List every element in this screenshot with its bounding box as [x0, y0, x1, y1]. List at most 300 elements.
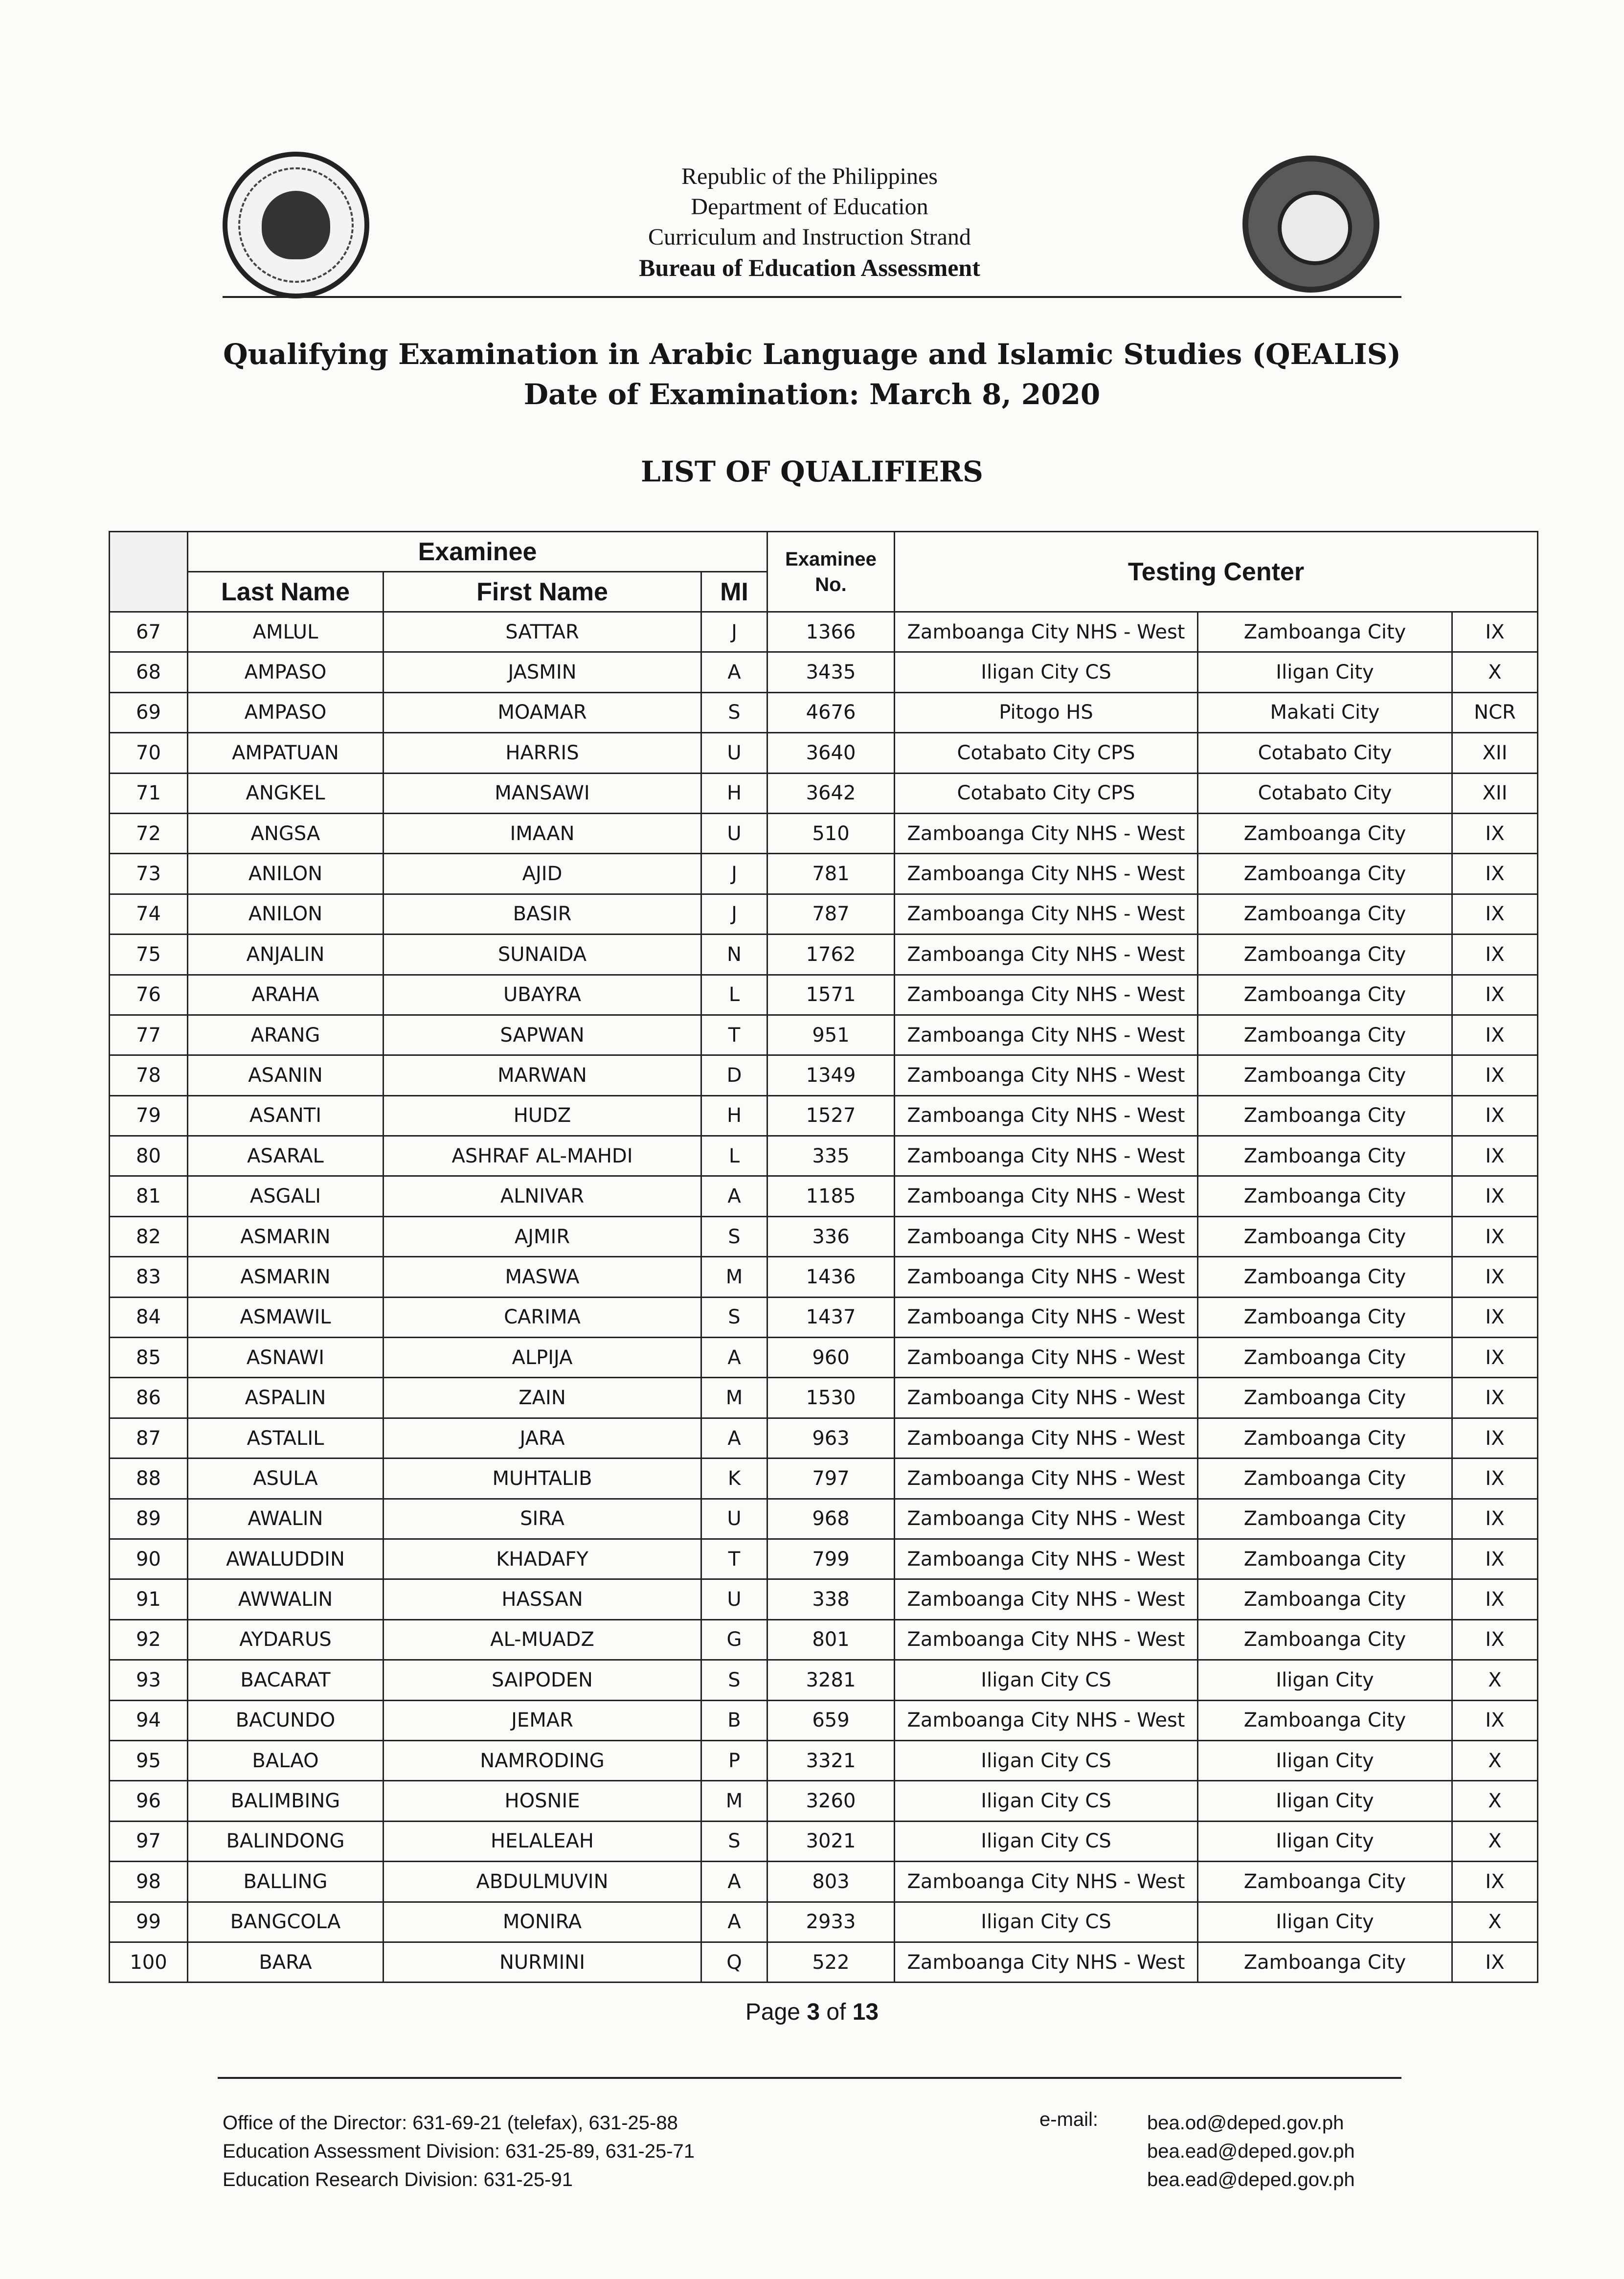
last-name-cell: ANILON: [188, 894, 383, 934]
region-cell: IX: [1452, 1136, 1538, 1176]
examinee-number-cell: 799: [767, 1539, 895, 1579]
table-row: [110, 773, 1538, 813]
examinee-number-cell: 510: [767, 813, 895, 853]
last-name-cell: BALLING: [188, 1862, 383, 1902]
examinee-number-cell: 781: [767, 854, 895, 894]
table-row: [110, 1216, 1538, 1256]
table-row: [110, 1660, 1538, 1700]
row-number-cell: 94: [110, 1700, 188, 1740]
testing-center-cell: Zamboanga City NHS - West: [895, 1579, 1198, 1619]
examinee-number-cell: 1185: [767, 1176, 895, 1216]
testing-center-cell: Iligan City CS: [895, 652, 1198, 692]
qualifiers-rows: [110, 612, 1538, 1983]
exam-date: Date of Examination: March 8, 2020: [523, 378, 1101, 411]
header-examinee-no: Examinee No.: [767, 532, 895, 612]
region-cell: IX: [1452, 1297, 1538, 1337]
header-testing-center: Testing Center: [895, 532, 1538, 612]
first-name-cell: HOSNIE: [383, 1781, 701, 1821]
last-name-cell: AWALUDDIN: [188, 1539, 383, 1579]
row-number-cell: 91: [110, 1579, 188, 1619]
region-cell: X: [1452, 1660, 1538, 1700]
middle-initial-cell: J: [701, 854, 767, 894]
row-number-cell: 82: [110, 1216, 188, 1256]
examinee-number-cell: 3642: [767, 773, 895, 813]
middle-initial-cell: P: [701, 1740, 767, 1780]
row-number-cell: 78: [110, 1055, 188, 1095]
header-first-name: First Name: [383, 572, 701, 612]
row-number-cell: 83: [110, 1257, 188, 1297]
seal-emblem: [262, 191, 330, 259]
examinee-number-cell: 4676: [767, 692, 895, 732]
last-name-cell: BACUNDO: [188, 1700, 383, 1740]
region-cell: IX: [1452, 1499, 1538, 1539]
examinee-number-cell: 1571: [767, 975, 895, 1015]
middle-initial-cell: K: [701, 1459, 767, 1499]
table-row: [110, 1821, 1538, 1861]
middle-initial-cell: L: [701, 1136, 767, 1176]
first-name-cell: MANSAWI: [383, 773, 701, 813]
testing-center-cell: Cotabato City CPS: [895, 773, 1198, 813]
table-row: [110, 692, 1538, 732]
row-number-cell: 72: [110, 813, 188, 853]
bea-seal-logo: [1242, 156, 1379, 293]
row-number-cell: 86: [110, 1378, 188, 1418]
city-cell: Zamboanga City: [1198, 1579, 1452, 1619]
last-name-cell: BALAO: [188, 1740, 383, 1780]
testing-center-cell: Zamboanga City NHS - West: [895, 934, 1198, 975]
middle-initial-cell: U: [701, 813, 767, 853]
header-examinee: Examinee: [188, 532, 767, 572]
region-cell: IX: [1452, 1700, 1538, 1740]
first-name-cell: HELALEAH: [383, 1821, 701, 1861]
examinee-number-cell: 3321: [767, 1740, 895, 1780]
table-row: [110, 612, 1538, 652]
city-cell: Zamboanga City: [1198, 1418, 1452, 1458]
first-name-cell: MARWAN: [383, 1055, 701, 1095]
table-row: [110, 1378, 1538, 1418]
examinee-number-cell: 801: [767, 1619, 895, 1660]
last-name-cell: BARA: [188, 1942, 383, 1982]
first-name-cell: HARRIS: [383, 733, 701, 773]
city-cell: Cotabato City: [1198, 773, 1452, 813]
first-name-cell: CARIMA: [383, 1297, 701, 1337]
region-cell: X: [1452, 1781, 1538, 1821]
examinee-number-cell: 1436: [767, 1257, 895, 1297]
middle-initial-cell: U: [701, 733, 767, 773]
last-name-cell: AMPATUAN: [188, 733, 383, 773]
last-name-cell: BALIMBING: [188, 1781, 383, 1821]
first-name-cell: ABDULMUVIN: [383, 1862, 701, 1902]
region-cell: IX: [1452, 894, 1538, 934]
middle-initial-cell: A: [701, 1176, 767, 1216]
city-cell: Iligan City: [1198, 1821, 1452, 1861]
table-row: [110, 1619, 1538, 1660]
region-cell: X: [1452, 1821, 1538, 1861]
testing-center-cell: Zamboanga City NHS - West: [895, 1459, 1198, 1499]
examinee-number-cell: 1762: [767, 934, 895, 975]
first-name-cell: MUHTALIB: [383, 1459, 701, 1499]
contact-assessment: Education Assessment Division: 631-25-89, 631-25-71: [223, 2141, 695, 2162]
city-cell: Zamboanga City: [1198, 1459, 1452, 1499]
last-name-cell: ASNAWI: [188, 1338, 383, 1378]
deped-seal-logo: [223, 152, 369, 298]
last-name-cell: ANILON: [188, 854, 383, 894]
middle-initial-cell: U: [701, 1579, 767, 1619]
examinee-number-cell: 3260: [767, 1781, 895, 1821]
page-number: Page 3 of 13: [745, 1999, 879, 2025]
table-row: [110, 934, 1538, 975]
testing-center-cell: Pitogo HS: [895, 692, 1198, 732]
examinee-number-cell: 963: [767, 1418, 895, 1458]
middle-initial-cell: S: [701, 1216, 767, 1256]
city-cell: Zamboanga City: [1198, 1378, 1452, 1418]
examinee-number-cell: 960: [767, 1338, 895, 1378]
city-cell: Zamboanga City: [1198, 1942, 1452, 1982]
city-cell: Zamboanga City: [1198, 854, 1452, 894]
city-cell: Zamboanga City: [1198, 1257, 1452, 1297]
examinee-number-cell: 2933: [767, 1902, 895, 1942]
city-cell: Zamboanga City: [1198, 1095, 1452, 1136]
region-cell: IX: [1452, 854, 1538, 894]
row-number-cell: 70: [110, 733, 188, 773]
testing-center-cell: Zamboanga City NHS - West: [895, 894, 1198, 934]
first-name-cell: NURMINI: [383, 1942, 701, 1982]
table-row: [110, 1781, 1538, 1821]
last-name-cell: BANGCOLA: [188, 1902, 383, 1942]
row-number-cell: 69: [110, 692, 188, 732]
middle-initial-cell: N: [701, 934, 767, 975]
testing-center-cell: Zamboanga City NHS - West: [895, 1095, 1198, 1136]
examinee-number-cell: 3021: [767, 1821, 895, 1861]
region-cell: IX: [1452, 1619, 1538, 1660]
table-row: [110, 1136, 1538, 1176]
examinee-number-cell: 336: [767, 1216, 895, 1256]
testing-center-cell: Zamboanga City NHS - West: [895, 1136, 1198, 1176]
first-name-cell: KHADAFY: [383, 1539, 701, 1579]
city-cell: Zamboanga City: [1198, 1297, 1452, 1337]
footer-rule: [218, 2077, 1401, 2079]
examinee-number-cell: 1527: [767, 1095, 895, 1136]
middle-initial-cell: M: [701, 1781, 767, 1821]
first-name-cell: SIRA: [383, 1499, 701, 1539]
testing-center-cell: Zamboanga City NHS - West: [895, 1862, 1198, 1902]
testing-center-cell: Cotabato City CPS: [895, 733, 1198, 773]
exam-title: Qualifying Examination in Arabic Language and Islamic Studies (QEALIS): [223, 338, 1401, 371]
examinee-number-cell: 338: [767, 1579, 895, 1619]
examinee-number-cell: 951: [767, 1015, 895, 1055]
middle-initial-cell: M: [701, 1257, 767, 1297]
region-cell: XII: [1452, 733, 1538, 773]
examinee-number-cell: 787: [767, 894, 895, 934]
examinee-number-cell: 522: [767, 1942, 895, 1982]
table-row: [110, 1700, 1538, 1740]
region-cell: X: [1452, 1740, 1538, 1780]
testing-center-cell: Zamboanga City NHS - West: [895, 1378, 1198, 1418]
city-cell: Makati City: [1198, 692, 1452, 732]
first-name-cell: AJMIR: [383, 1216, 701, 1256]
row-number-cell: 89: [110, 1499, 188, 1539]
middle-initial-cell: U: [701, 1499, 767, 1539]
table-row: [110, 1095, 1538, 1136]
agency-line-4: Bureau of Education Assessment: [639, 254, 980, 281]
city-cell: Zamboanga City: [1198, 1216, 1452, 1256]
city-cell: Zamboanga City: [1198, 1338, 1452, 1378]
examinee-number-cell: 968: [767, 1499, 895, 1539]
region-cell: IX: [1452, 813, 1538, 853]
city-cell: Cotabato City: [1198, 733, 1452, 773]
examinee-number-cell: 1349: [767, 1055, 895, 1095]
city-cell: Zamboanga City: [1198, 612, 1452, 652]
testing-center-cell: Iligan City CS: [895, 1660, 1198, 1700]
testing-center-cell: Zamboanga City NHS - West: [895, 612, 1198, 652]
testing-center-cell: Iligan City CS: [895, 1781, 1198, 1821]
region-cell: IX: [1452, 975, 1538, 1015]
header-last-name: Last Name: [188, 572, 383, 612]
middle-initial-cell: Q: [701, 1942, 767, 1982]
last-name-cell: ASGALI: [188, 1176, 383, 1216]
middle-initial-cell: H: [701, 1095, 767, 1136]
row-number-cell: 90: [110, 1539, 188, 1579]
table-row: [110, 894, 1538, 934]
examinee-number-cell: 659: [767, 1700, 895, 1740]
last-name-cell: AMLUL: [188, 612, 383, 652]
last-name-cell: ARANG: [188, 1015, 383, 1055]
first-name-cell: MONIRA: [383, 1902, 701, 1942]
row-number-cell: 71: [110, 773, 188, 813]
last-name-cell: ASTALIL: [188, 1418, 383, 1458]
first-name-cell: SATTAR: [383, 612, 701, 652]
region-cell: X: [1452, 1902, 1538, 1942]
last-name-cell: ASANTI: [188, 1095, 383, 1136]
first-name-cell: SAIPODEN: [383, 1660, 701, 1700]
examinee-number-cell: 335: [767, 1136, 895, 1176]
row-number-cell: 85: [110, 1338, 188, 1378]
city-cell: Iligan City: [1198, 1781, 1452, 1821]
email-link[interactable]: bea.ead@deped.gov.ph: [1147, 2169, 1355, 2190]
city-cell: Zamboanga City: [1198, 1055, 1452, 1095]
examinee-number-cell: 1530: [767, 1378, 895, 1418]
region-cell: IX: [1452, 1862, 1538, 1902]
last-name-cell: AMPASO: [188, 692, 383, 732]
table-row: [110, 1338, 1538, 1378]
table-row: [110, 854, 1538, 894]
first-name-cell: HASSAN: [383, 1579, 701, 1619]
row-number-cell: 79: [110, 1095, 188, 1136]
row-number-cell: 77: [110, 1015, 188, 1055]
agency-line-1: Republic of the Philippines: [681, 163, 938, 189]
table-row: [110, 733, 1538, 773]
row-number-cell: 84: [110, 1297, 188, 1337]
middle-initial-cell: L: [701, 975, 767, 1015]
table-row: [110, 813, 1538, 853]
row-number-cell: 68: [110, 652, 188, 692]
table-row: [110, 1257, 1538, 1297]
last-name-cell: ASMAWIL: [188, 1297, 383, 1337]
email-link[interactable]: bea.ead@deped.gov.ph: [1147, 2141, 1355, 2162]
testing-center-cell: Zamboanga City NHS - West: [895, 975, 1198, 1015]
last-name-cell: BACARAT: [188, 1660, 383, 1700]
table-row: [110, 652, 1538, 692]
table-row: [110, 1539, 1538, 1579]
examinee-number-cell: 3281: [767, 1660, 895, 1700]
first-name-cell: JARA: [383, 1418, 701, 1458]
city-cell: Zamboanga City: [1198, 1499, 1452, 1539]
city-cell: Zamboanga City: [1198, 813, 1452, 853]
region-cell: IX: [1452, 1055, 1538, 1095]
middle-initial-cell: A: [701, 1418, 767, 1458]
first-name-cell: IMAAN: [383, 813, 701, 853]
first-name-cell: HUDZ: [383, 1095, 701, 1136]
city-cell: Zamboanga City: [1198, 1539, 1452, 1579]
last-name-cell: ASARAL: [188, 1136, 383, 1176]
middle-initial-cell: H: [701, 773, 767, 813]
city-cell: Zamboanga City: [1198, 1700, 1452, 1740]
city-cell: Zamboanga City: [1198, 1015, 1452, 1055]
email-list: [1147, 2109, 1355, 2194]
last-name-cell: ARAHA: [188, 975, 383, 1015]
middle-initial-cell: T: [701, 1015, 767, 1055]
first-name-cell: ALPIJA: [383, 1338, 701, 1378]
row-number-cell: 73: [110, 854, 188, 894]
testing-center-cell: Zamboanga City NHS - West: [895, 1619, 1198, 1660]
row-number-cell: 98: [110, 1862, 188, 1902]
region-cell: IX: [1452, 1459, 1538, 1499]
testing-center-cell: Zamboanga City NHS - West: [895, 1539, 1198, 1579]
last-name-cell: AMPASO: [188, 652, 383, 692]
first-name-cell: ALNIVAR: [383, 1176, 701, 1216]
contact-research: Education Research Division: 631-25-91: [223, 2169, 573, 2190]
region-cell: IX: [1452, 1539, 1538, 1579]
testing-center-cell: Zamboanga City NHS - West: [895, 1297, 1198, 1337]
row-number-cell: 92: [110, 1619, 188, 1660]
table-row: [110, 1942, 1538, 1982]
row-number-cell: 95: [110, 1740, 188, 1780]
region-cell: IX: [1452, 1942, 1538, 1982]
row-number-cell: 74: [110, 894, 188, 934]
city-cell: Iligan City: [1198, 1902, 1452, 1942]
city-cell: Zamboanga City: [1198, 975, 1452, 1015]
testing-center-cell: Zamboanga City NHS - West: [895, 1176, 1198, 1216]
qualifiers-table: [109, 531, 1538, 1983]
first-name-cell: SAPWAN: [383, 1015, 701, 1055]
testing-center-cell: Iligan City CS: [895, 1821, 1198, 1861]
testing-center-cell: Zamboanga City NHS - West: [895, 1015, 1198, 1055]
testing-center-cell: Zamboanga City NHS - West: [895, 813, 1198, 853]
city-cell: Iligan City: [1198, 1660, 1452, 1700]
first-name-cell: ASHRAF AL-MAHDI: [383, 1136, 701, 1176]
examinee-number-cell: 797: [767, 1459, 895, 1499]
examinee-number-cell: 3640: [767, 733, 895, 773]
region-cell: IX: [1452, 1378, 1538, 1418]
last-name-cell: ASMARIN: [188, 1257, 383, 1297]
testing-center-cell: Zamboanga City NHS - West: [895, 1700, 1198, 1740]
region-cell: X: [1452, 652, 1538, 692]
last-name-cell: BALINDONG: [188, 1821, 383, 1861]
table-row: [110, 1862, 1538, 1902]
first-name-cell: UBAYRA: [383, 975, 701, 1015]
row-number-cell: 96: [110, 1781, 188, 1821]
middle-initial-cell: A: [701, 1902, 767, 1942]
first-name-cell: JASMIN: [383, 652, 701, 692]
middle-initial-cell: B: [701, 1700, 767, 1740]
contact-director: Office of the Director: 631-69-21 (telefax), 631-25-88: [223, 2112, 678, 2134]
examinee-number-cell: 3435: [767, 652, 895, 692]
first-name-cell: SUNAIDA: [383, 934, 701, 975]
middle-initial-cell: T: [701, 1539, 767, 1579]
city-cell: Zamboanga City: [1198, 1862, 1452, 1902]
table-row: [110, 1297, 1538, 1337]
first-name-cell: NAMRODING: [383, 1740, 701, 1780]
agency-line-2: Department of Education: [691, 194, 928, 220]
row-number-cell: 76: [110, 975, 188, 1015]
last-name-cell: AYDARUS: [188, 1619, 383, 1660]
region-cell: IX: [1452, 1418, 1538, 1458]
middle-initial-cell: D: [701, 1055, 767, 1095]
city-cell: Zamboanga City: [1198, 1619, 1452, 1660]
email-link[interactable]: bea.od@deped.gov.ph: [1147, 2112, 1344, 2134]
middle-initial-cell: S: [701, 1821, 767, 1861]
region-cell: IX: [1452, 1257, 1538, 1297]
city-cell: Zamboanga City: [1198, 1136, 1452, 1176]
table-row: [110, 1176, 1538, 1216]
last-name-cell: AWALIN: [188, 1499, 383, 1539]
row-number-cell: 88: [110, 1459, 188, 1499]
first-name-cell: AL-MUADZ: [383, 1619, 701, 1660]
first-name-cell: ZAIN: [383, 1378, 701, 1418]
testing-center-cell: Zamboanga City NHS - West: [895, 1055, 1198, 1095]
row-number-cell: 75: [110, 934, 188, 975]
middle-initial-cell: M: [701, 1378, 767, 1418]
region-cell: IX: [1452, 1176, 1538, 1216]
table-row: [110, 1015, 1538, 1055]
row-number-cell: 67: [110, 612, 188, 652]
last-name-cell: ASULA: [188, 1459, 383, 1499]
contact-numbers: [223, 2109, 695, 2194]
table-row: [110, 1418, 1538, 1458]
agency-header: [567, 161, 1052, 283]
first-name-cell: JEMAR: [383, 1700, 701, 1740]
middle-initial-cell: S: [701, 692, 767, 732]
testing-center-cell: Zamboanga City NHS - West: [895, 854, 1198, 894]
first-name-cell: MOAMAR: [383, 692, 701, 732]
region-cell: IX: [1452, 934, 1538, 975]
agency-line-3: Curriculum and Instruction Strand: [648, 224, 971, 250]
last-name-cell: ANGKEL: [188, 773, 383, 813]
examinee-number-cell: 1366: [767, 612, 895, 652]
row-number-cell: 87: [110, 1418, 188, 1458]
list-title: LIST OF QUALIFIERS: [641, 455, 983, 488]
examinee-number-cell: 803: [767, 1862, 895, 1902]
last-name-cell: ANJALIN: [188, 934, 383, 975]
region-cell: XII: [1452, 773, 1538, 813]
testing-center-cell: Zamboanga City NHS - West: [895, 1418, 1198, 1458]
testing-center-cell: Zamboanga City NHS - West: [895, 1216, 1198, 1256]
header-rule: [223, 296, 1401, 298]
testing-center-cell: Zamboanga City NHS - West: [895, 1499, 1198, 1539]
city-cell: Iligan City: [1198, 1740, 1452, 1780]
city-cell: Zamboanga City: [1198, 894, 1452, 934]
table-row: [110, 1740, 1538, 1780]
examinee-number-cell: 1437: [767, 1297, 895, 1337]
region-cell: IX: [1452, 1579, 1538, 1619]
city-cell: Iligan City: [1198, 652, 1452, 692]
middle-initial-cell: A: [701, 1862, 767, 1902]
testing-center-cell: Zamboanga City NHS - West: [895, 1257, 1198, 1297]
middle-initial-cell: A: [701, 652, 767, 692]
email-label: e-mail:: [1039, 2109, 1099, 2130]
table-row: [110, 1055, 1538, 1095]
first-name-cell: MASWA: [383, 1257, 701, 1297]
